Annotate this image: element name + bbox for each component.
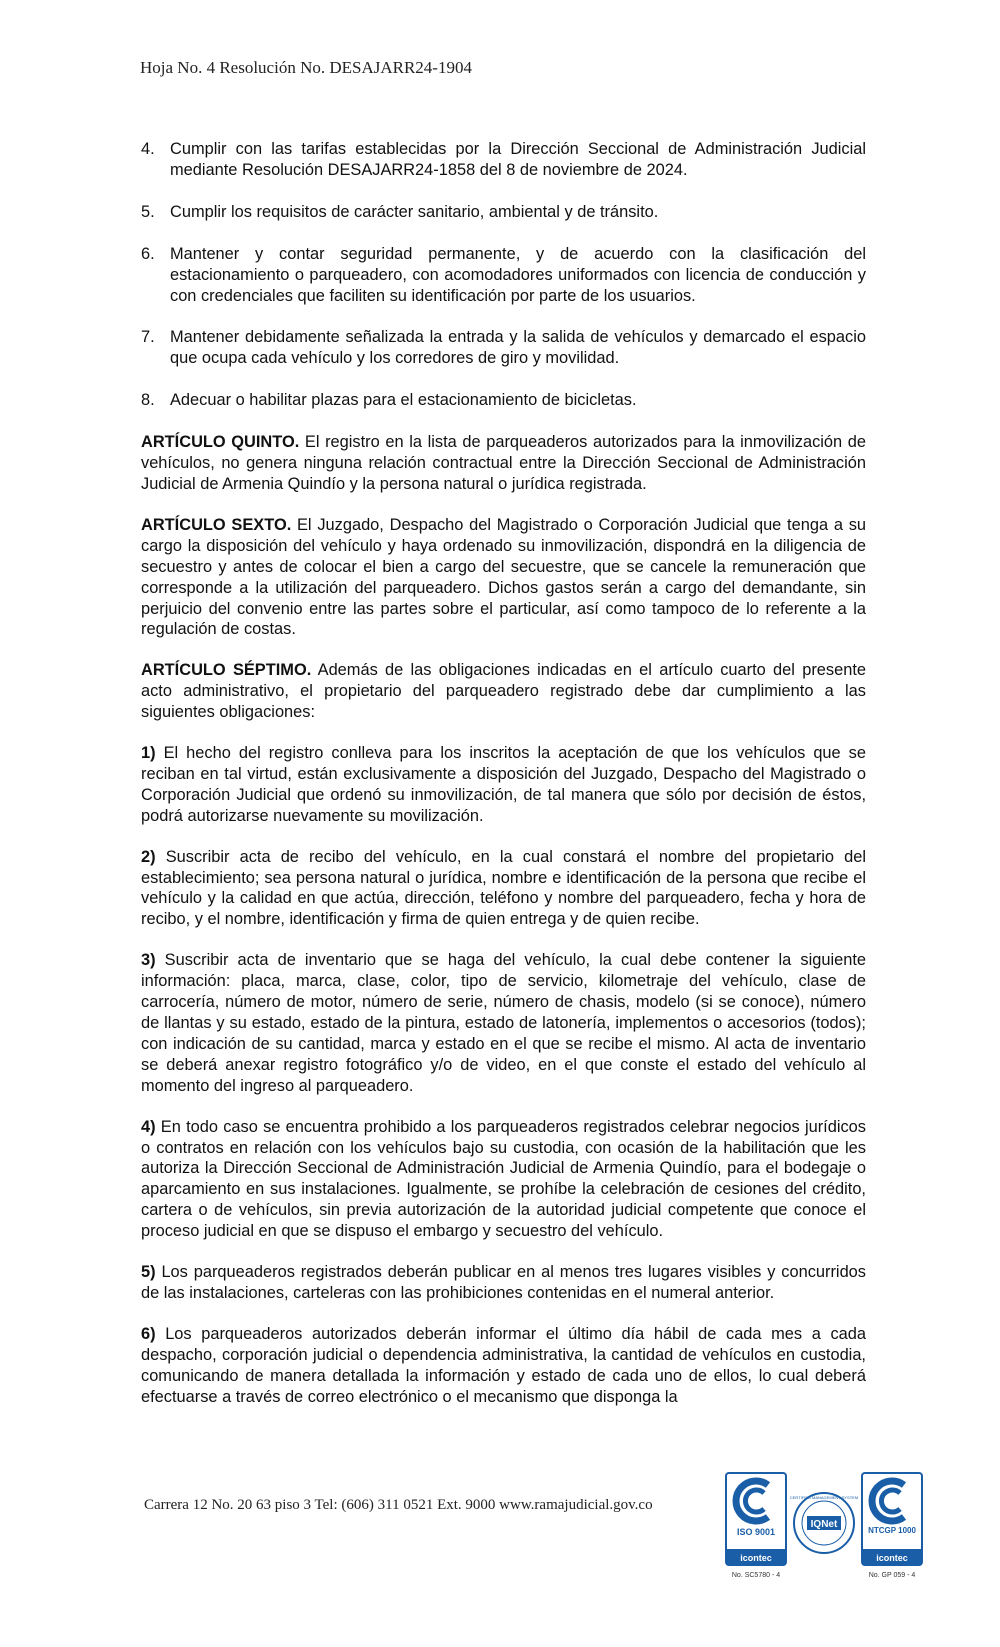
obligation-item [141, 847, 866, 931]
iqnet-label: IQNet [810, 1519, 838, 1530]
obligation-number: 3) [141, 951, 156, 970]
list-item-number: 4. [141, 140, 155, 158]
obligation-item [141, 1117, 866, 1242]
iso-9001-logo [726, 1473, 786, 1579]
iqnet-logo [790, 1493, 858, 1553]
obligation-item [141, 743, 866, 827]
ntcgp-1000-logo [862, 1473, 922, 1579]
article-text: Además de las obligaciones indicadas en el artículo cuarto del presente acto administrativo, el propietario del parqueadero registrado debe dar cumplimiento a las siguientes obligaciones: [141, 661, 866, 722]
list-item-text: Cumplir con las tarifas establecidas por la Dirección Seccional de Administración Judicial mediante Resolución DESAJARR24-1858 del 8 de noviembre de 2024. [170, 140, 866, 179]
obligation-item [141, 950, 866, 1096]
obligation-number: 4) [141, 1117, 156, 1136]
obligation-number: 1) [141, 744, 156, 763]
list-item [141, 244, 866, 307]
list-item-number: 8. [141, 391, 155, 410]
obligation-number: 2) [141, 847, 156, 866]
certification-logos [724, 1471, 924, 1591]
list-item [141, 327, 866, 369]
obligation-item [141, 1324, 866, 1408]
article-septimo [141, 660, 866, 723]
list-item [141, 202, 866, 223]
list-item-text: Mantener y contar seguridad permanente, y de acuerdo con la clasificación del estacionamiento o parqueadero, con acomodadores uniformados con licencia de conducción y con credenciales que faciliten su identificación por parte de los usuarios. [170, 244, 866, 305]
article-text: El Juzgado, Despacho del Magistrado o Corporación Judicial que tenga a su cargo la disposición del vehículo y haya ordenado su inmovilización, dispondrá en la diligencia de secuestro y antes de colocar el bien a cargo del secuestre, que se cancele la remuneración que corresponde a la utilización del parqueadero. Dichos gastos serán a cargo del demandante, sin perjuicio del convenio entre las partes sobre el particular, así como tampoco de lo referente a la regulación de costas. [141, 515, 866, 639]
obligation-number: 6) [141, 1324, 156, 1343]
icontec-label: icontec [740, 1553, 772, 1563]
obligation-text: Los parqueaderos registrados deberán publicar en al menos tres lugares visibles y concurridos de las instalaciones, carteleras con las prohibiciones contenidas en el numeral anterior. [141, 1263, 866, 1302]
obligation-item [141, 1262, 866, 1304]
page-footer: Carrera 12 No. 20 63 piso 3 Tel: (606) 311 0521 Ext. 9000 www.ramajudicial.gov.co [144, 1497, 653, 1513]
obligation-text: Los parqueaderos autorizados deberán informar el último día hábil de cada mes a cada despacho, corporación judicial o dependencia administrativa, la cantidad de vehículos en custodia, comunicando de manera detallada la información y estado de cada uno de ellos, lo cual deberá efectuarse a través de correo electrónico o el mecanismo que disponga la [141, 1324, 866, 1406]
list-item [141, 390, 866, 411]
list-item-number: 7. [141, 328, 155, 347]
article-text: El registro en la lista de parqueaderos autorizados para la inmovilización de vehículos, no genera ninguna relación contractual entre la Dirección Seccional de Administración Judicial de Armenia Quindío y la persona natural o jurídica registrada. [141, 433, 866, 493]
obligation-text: Suscribir acta de recibo del vehículo, en la cual constará el nombre del propietario del establecimiento; sea persona natural o jurídica, nombre e identificación de la persona que recibe el vehículo y la calidad en que actúa, dirección, teléfono y nombre del parqueadero, fecha y hora de recibo, y el nombre, identificación y firma de quien entrega y de quien recibe. [141, 847, 866, 929]
article-title: ARTÍCULO QUINTO. [141, 433, 300, 452]
obligation-text: En todo caso se encuentra prohibido a los parqueaderos registrados celebrar negocios jurídicos o contratos en relación con los vehículos bajo su custodia, con ocasión de la habilitación que les autoriza la Dirección Seccional de Administración Judicial de Armenia Quindío, para el bodegaje o aparcamiento en sus instalaciones. Igualmente, se prohíbe la celebración de cesiones del crédito, cartera o de vehículos, sin previa autorización de la autoridad judicial competente que conoce el proceso judicial en que se dispuso el embargo y secuestro del vehículo. [141, 1117, 866, 1241]
article-sexto [141, 515, 866, 640]
iqnet-ring-text: CERTIFIED MANAGEMENT SYSTEM [789, 1495, 859, 1500]
article-quinto [141, 432, 866, 495]
obligation-text: Suscribir acta de inventario que se haga del vehículo, la cual debe contener la siguiente información: placa, marca, clase, color, tipo de servicio, kilometraje del vehículo, clase de carrocería, número de motor, número de serie, número de chasis, modelo (si se conoce), número de llantas y su estado, estado de la pintura, estado de latonería, implementos o accesorios (todos); con indicación de su cantidad, marca y estado en el que se recibe el mismo. Al acta de inventario se deberá anexar registro fotográfico y/o de video, en el que conste el estado del vehículo al momento del ingreso al parqueadero. [141, 951, 866, 1095]
list-item-text: Mantener debidamente señalizada la entrada y la salida de vehículos y demarcado el espacio que ocupa cada vehículo y los corredores de giro y movilidad. [170, 328, 866, 368]
list-item-text: Cumplir los requisitos de carácter sanitario, ambiental y de tránsito. [170, 202, 659, 221]
iso-9001-label: ISO 9001 [736, 1527, 776, 1537]
icontec-label: icontec [876, 1553, 908, 1563]
document-body [141, 139, 866, 1428]
list-item-number: 5. [141, 202, 155, 221]
obligation-number: 5) [141, 1263, 156, 1282]
article-title: ARTÍCULO SEXTO. [141, 515, 292, 534]
list-item-number: 6. [141, 244, 155, 263]
ntcgp-label: NTCGP 1000 [868, 1526, 916, 1535]
list-item-text: Adecuar o habilitar plazas para el estacionamiento de bicicletas. [170, 391, 637, 410]
obligation-text: El hecho del registro conlleva para los inscritos la aceptación de que los vehículos que se reciban en tal virtud, están exclusivamente a disposición del Juzgado, Despacho del Magistrado o Corporación Judicial que ordenó su inmovilización, de tal manera que sólo por decisión de éstos, podrá autorizarse nuevamente su movilización. [141, 744, 866, 825]
page-header: Hoja No. 4 Resolución No. DESAJARR24-1904 [140, 58, 472, 77]
list-item [141, 139, 866, 181]
iso-certificate-number: No. SC5780 - 4 [731, 1572, 781, 1579]
ntcgp-certificate-number: No. GP 059 - 4 [868, 1572, 916, 1579]
article-title: ARTÍCULO SÉPTIMO. [141, 661, 312, 680]
